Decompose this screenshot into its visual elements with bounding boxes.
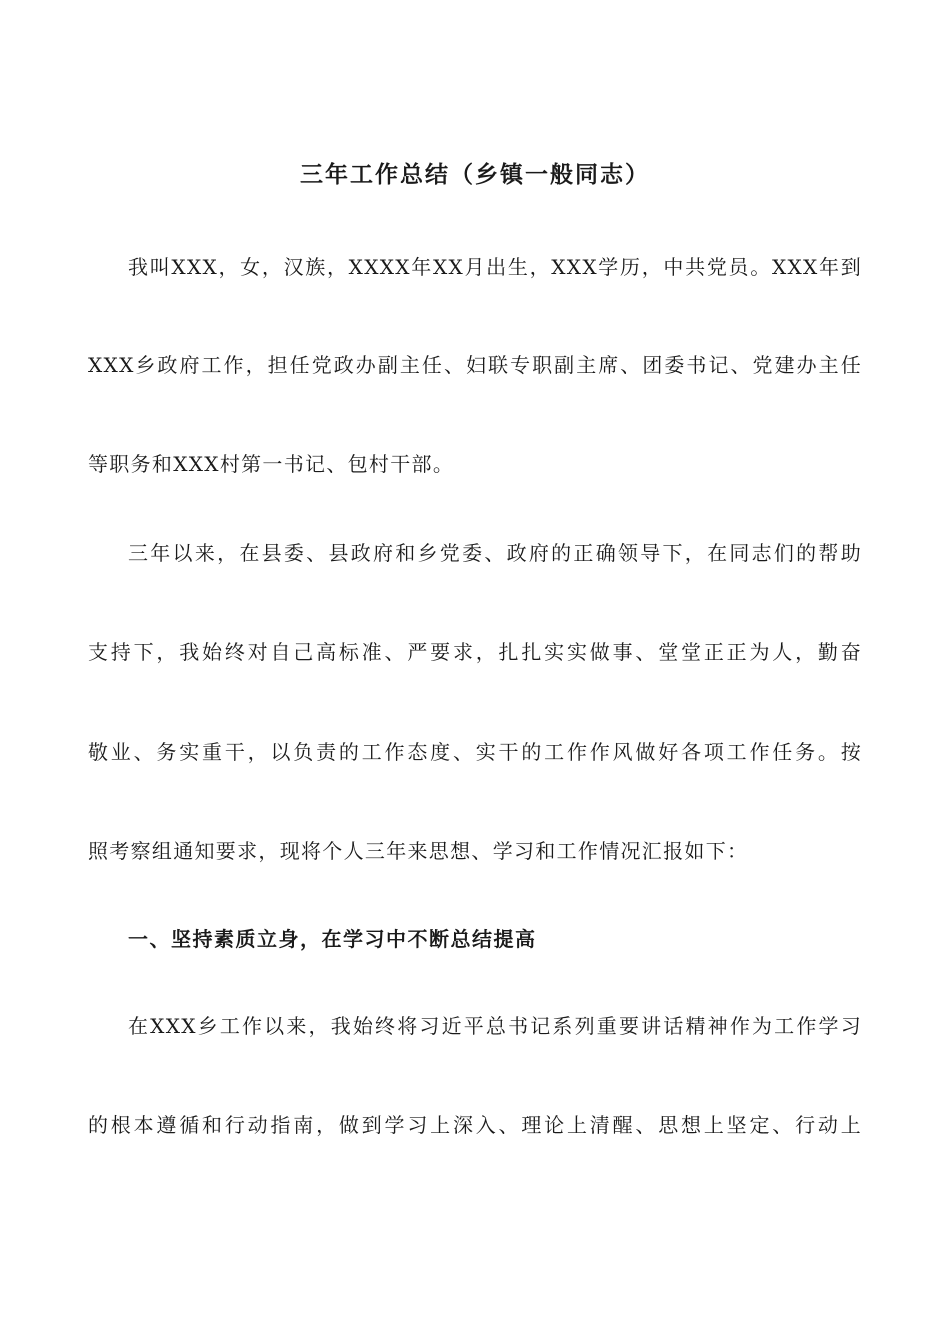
paragraph-2-line-2: 支持下，我始终对自己高标准、严要求，扎扎实实做事、堂堂正正为人，勤奋	[88, 640, 862, 664]
paragraph-1-line-2: XXX乡政府工作，担任党政办副主任、妇联专职副主席、团委书记、党建办主任	[88, 353, 862, 377]
paragraph-1-line-1: 我叫XXX，女，汉族，XXXX年XX月出生，XXX学历，中共党员。XXX年到	[128, 255, 862, 279]
paragraph-2-line-4: 照考察组通知要求，现将个人三年来思想、学习和工作情况汇报如下：	[88, 839, 749, 863]
paragraph-1-line-3: 等职务和XXX村第一书记、包村干部。	[88, 452, 455, 476]
paragraph-3-line-1: 在XXX乡工作以来，我始终将习近平总书记系列重要讲话精神作为工作学习	[128, 1014, 862, 1038]
document-title: 三年工作总结（乡镇一般同志）	[300, 162, 650, 188]
paragraph-3-line-2: 的根本遵循和行动指南，做到学习上深入、理论上清醒、思想上坚定、行动上	[88, 1113, 862, 1137]
paragraph-2-line-3: 敬业、务实重干，以负责的工作态度、实干的工作作风做好各项工作任务。按	[88, 740, 862, 764]
section-1-heading: 一、坚持素质立身，在学习中不断总结提高	[128, 927, 537, 951]
paragraph-2-line-1: 三年以来，在县委、县政府和乡党委、政府的正确领导下，在同志们的帮助	[128, 541, 862, 565]
